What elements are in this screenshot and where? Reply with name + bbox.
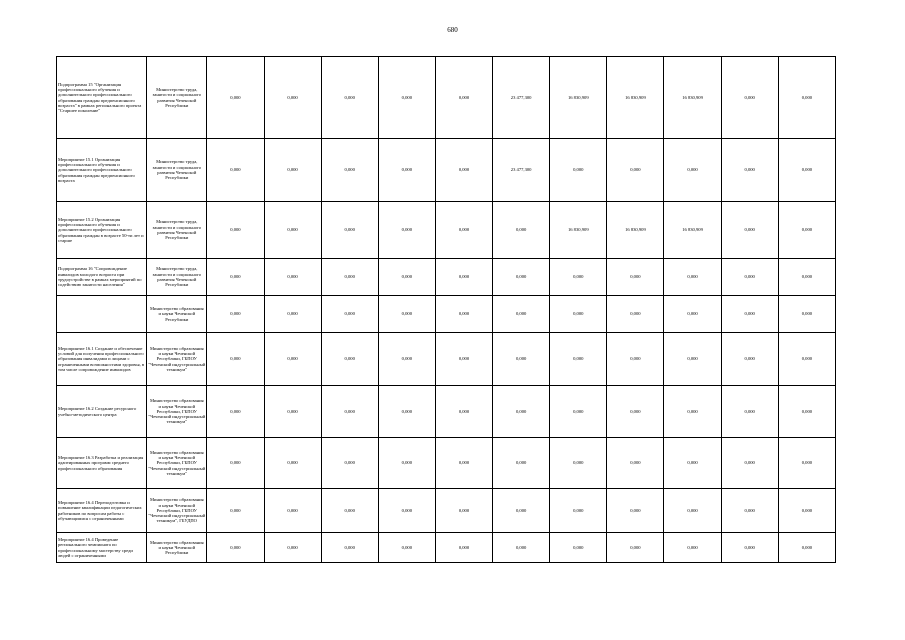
value-cell: 0,000 — [264, 438, 321, 489]
value-cell: 0,000 — [378, 296, 435, 333]
table-row — [57, 533, 836, 563]
value-cell: 0,000 — [378, 202, 435, 259]
program-name-cell: Подпрограмма 16 "Сопровождение инвалидов молодого возраста при трудоустройстве в рамках мероприятий по содействию занятости населения" — [57, 259, 147, 296]
value-cell: 0,000 — [264, 296, 321, 333]
value-cell: 0,000 — [664, 296, 721, 333]
value-cell: 0,000 — [264, 533, 321, 563]
value-cell: 0,000 — [607, 259, 664, 296]
value-cell: 0,000 — [207, 533, 264, 563]
value-cell: 0,000 — [435, 333, 492, 386]
value-cell: 0,000 — [321, 259, 378, 296]
value-cell: 0,000 — [664, 259, 721, 296]
value-cell: 0,000 — [550, 438, 607, 489]
value-cell: 0,000 — [207, 139, 264, 202]
value-cell: 0,000 — [550, 259, 607, 296]
value-cell: 0,000 — [493, 386, 550, 438]
value-cell: 0,000 — [207, 57, 264, 139]
table-row — [57, 489, 836, 533]
value-cell: 0,000 — [721, 296, 778, 333]
value-cell: 0,000 — [435, 296, 492, 333]
value-cell: 0,000 — [721, 57, 778, 139]
table-row — [57, 296, 836, 333]
value-cell: 0,000 — [435, 57, 492, 139]
value-cell: 0,000 — [550, 139, 607, 202]
value-cell: 0,000 — [607, 386, 664, 438]
value-cell: 0,000 — [264, 259, 321, 296]
value-cell: 0,000 — [378, 386, 435, 438]
value-cell: 0,000 — [207, 438, 264, 489]
value-cell: 0,000 — [721, 438, 778, 489]
value-cell: 0,000 — [721, 533, 778, 563]
table-row — [57, 333, 836, 386]
value-cell: 0,000 — [493, 533, 550, 563]
executor-cell: Министерство труда, занятости и социального развития Чеченской Республики — [147, 202, 207, 259]
value-cell: 0,000 — [435, 489, 492, 533]
executor-cell: Министерство труда, занятости и социального развития Чеченской Республики — [147, 259, 207, 296]
value-cell: 16 830,909 — [607, 57, 664, 139]
value-cell: 0,000 — [664, 533, 721, 563]
value-cell: 0,000 — [207, 386, 264, 438]
program-name-cell: Мероприятие 16.4 Переподготовка и повышение квалификации педагогических работников по вопросам работы с обучающимися с ограниченными — [57, 489, 147, 533]
value-cell: 0,000 — [264, 386, 321, 438]
value-cell: 0,000 — [207, 489, 264, 533]
value-cell: 16 830,909 — [664, 57, 721, 139]
value-cell: 0,000 — [321, 333, 378, 386]
value-cell: 16 830,909 — [550, 57, 607, 139]
value-cell: 0,000 — [550, 386, 607, 438]
executor-cell: Министерство образования и науки Чеченской Республики, ГБПОУ "Чеченский индустриальный техникум", ГБУДПО — [147, 489, 207, 533]
value-cell: 0,000 — [435, 533, 492, 563]
table-row — [57, 57, 836, 139]
value-cell: 0,000 — [321, 438, 378, 489]
value-cell: 0,000 — [778, 333, 835, 386]
value-cell: 0,000 — [550, 296, 607, 333]
value-cell: 23 477,300 — [493, 139, 550, 202]
value-cell: 16 830,909 — [607, 202, 664, 259]
value-cell: 0,000 — [207, 333, 264, 386]
executor-cell: Министерство образования и науки Чеченской Республики, ГБПОУ "Чеченский индустриальный техникум" — [147, 438, 207, 489]
value-cell: 0,000 — [264, 489, 321, 533]
value-cell: 0,000 — [664, 139, 721, 202]
value-cell: 0,000 — [607, 333, 664, 386]
value-cell: 0,000 — [207, 202, 264, 259]
value-cell: 0,000 — [778, 296, 835, 333]
table-row — [57, 139, 836, 202]
value-cell: 0,000 — [493, 489, 550, 533]
value-cell: 0,000 — [378, 438, 435, 489]
program-name-cell: Мероприятие 16.1 Создание и обеспечение условий для получения профессионального образования инвалидами и лицами с ограниченными возможностями здоровья, в том числе сопровождение инвалидов — [57, 333, 147, 386]
value-cell: 0,000 — [778, 386, 835, 438]
executor-cell: Министерство труда, занятости и социального развития Чеченской Республики — [147, 139, 207, 202]
executor-cell: Министерство труда, занятости и социального развития Чеченской Республики — [147, 57, 207, 139]
value-cell: 0,000 — [550, 333, 607, 386]
table-row — [57, 386, 836, 438]
value-cell: 0,000 — [435, 386, 492, 438]
value-cell: 0,000 — [721, 489, 778, 533]
value-cell: 0,000 — [664, 386, 721, 438]
value-cell: 0,000 — [550, 489, 607, 533]
value-cell: 0,000 — [607, 533, 664, 563]
executor-cell: Министерство образования и науки Чеченской Республики, ГБПОУ "Чеченский индустриальный техникум" — [147, 386, 207, 438]
program-name-cell: Мероприятие 15.1 Организация профессионального обучения и дополнительного профессионального образования граждан предпенсионного возраста — [57, 139, 147, 202]
value-cell: 0,000 — [493, 259, 550, 296]
value-cell: 16 830,909 — [664, 202, 721, 259]
program-name-cell: Мероприятие 16.2 Создание ресурсного учебно-методического центра — [57, 386, 147, 438]
value-cell: 0,000 — [778, 57, 835, 139]
budget-table — [56, 56, 836, 563]
value-cell: 0,000 — [435, 438, 492, 489]
value-cell: 0,000 — [778, 202, 835, 259]
value-cell: 0,000 — [264, 57, 321, 139]
value-cell: 0,000 — [321, 386, 378, 438]
program-name-cell: Подпрограмма 15 "Организация профессионального обучения и дополнительного профессионального образования граждан предпенсионного возраста" в рамках регионального проекта "Старшее поколение" — [57, 57, 147, 139]
value-cell: 0,000 — [435, 259, 492, 296]
value-cell: 0,000 — [778, 259, 835, 296]
program-name-cell: Мероприятие 15.2 Организация профессионального обучения и дополнительного профессионального образования граждан в возрасте 50-ти лет и старше — [57, 202, 147, 259]
value-cell: 0,000 — [493, 438, 550, 489]
value-cell: 0,000 — [721, 333, 778, 386]
executor-cell: Министерство образования и науки Чеченской Республики — [147, 296, 207, 333]
value-cell: 0,000 — [378, 259, 435, 296]
value-cell: 0,000 — [321, 489, 378, 533]
value-cell: 0,000 — [607, 438, 664, 489]
value-cell: 0,000 — [378, 533, 435, 563]
executor-cell: Министерство образования и науки Чеченской Республики, ГБПОУ "Чеченский индустриальный техникум" — [147, 333, 207, 386]
value-cell: 0,000 — [721, 202, 778, 259]
value-cell: 0,000 — [378, 489, 435, 533]
program-name-cell: Мероприятие 16.3 Разработка и реализация адаптированных программ среднего профессионального образования — [57, 438, 147, 489]
table-row — [57, 438, 836, 489]
value-cell: 0,000 — [378, 139, 435, 202]
value-cell: 0,000 — [435, 139, 492, 202]
program-name-cell: Мероприятие 16.4 Проведение регионального чемпионата по профессиональному мастерству среди людей с ограниченными — [57, 533, 147, 563]
page-number: 680 — [447, 26, 458, 34]
value-cell: 16 830,909 — [550, 202, 607, 259]
value-cell: 0,000 — [607, 296, 664, 333]
value-cell: 0,000 — [321, 533, 378, 563]
value-cell: 0,000 — [321, 57, 378, 139]
value-cell: 0,000 — [435, 202, 492, 259]
value-cell: 0,000 — [664, 489, 721, 533]
value-cell: 0,000 — [207, 259, 264, 296]
value-cell: 0,000 — [607, 139, 664, 202]
value-cell: 0,000 — [664, 333, 721, 386]
value-cell: 0,000 — [721, 139, 778, 202]
program-name-cell — [57, 296, 147, 333]
value-cell: 23 477,300 — [493, 57, 550, 139]
value-cell: 0,000 — [207, 296, 264, 333]
table-row — [57, 202, 836, 259]
value-cell: 0,000 — [493, 202, 550, 259]
value-cell: 0,000 — [550, 533, 607, 563]
value-cell: 0,000 — [321, 202, 378, 259]
value-cell: 0,000 — [321, 139, 378, 202]
executor-cell: Министерство образования и науки Чеченской Республики — [147, 533, 207, 563]
value-cell: 0,000 — [264, 333, 321, 386]
value-cell: 0,000 — [378, 57, 435, 139]
table-row — [57, 259, 836, 296]
value-cell: 0,000 — [493, 296, 550, 333]
value-cell: 0,000 — [607, 489, 664, 533]
value-cell: 0,000 — [664, 438, 721, 489]
value-cell: 0,000 — [493, 333, 550, 386]
value-cell: 0,000 — [778, 139, 835, 202]
value-cell: 0,000 — [778, 438, 835, 489]
value-cell: 0,000 — [264, 139, 321, 202]
value-cell: 0,000 — [321, 296, 378, 333]
value-cell: 0,000 — [721, 259, 778, 296]
value-cell: 0,000 — [721, 386, 778, 438]
value-cell: 0,000 — [264, 202, 321, 259]
value-cell: 0,000 — [778, 533, 835, 563]
value-cell: 0,000 — [778, 489, 835, 533]
value-cell: 0,000 — [378, 333, 435, 386]
